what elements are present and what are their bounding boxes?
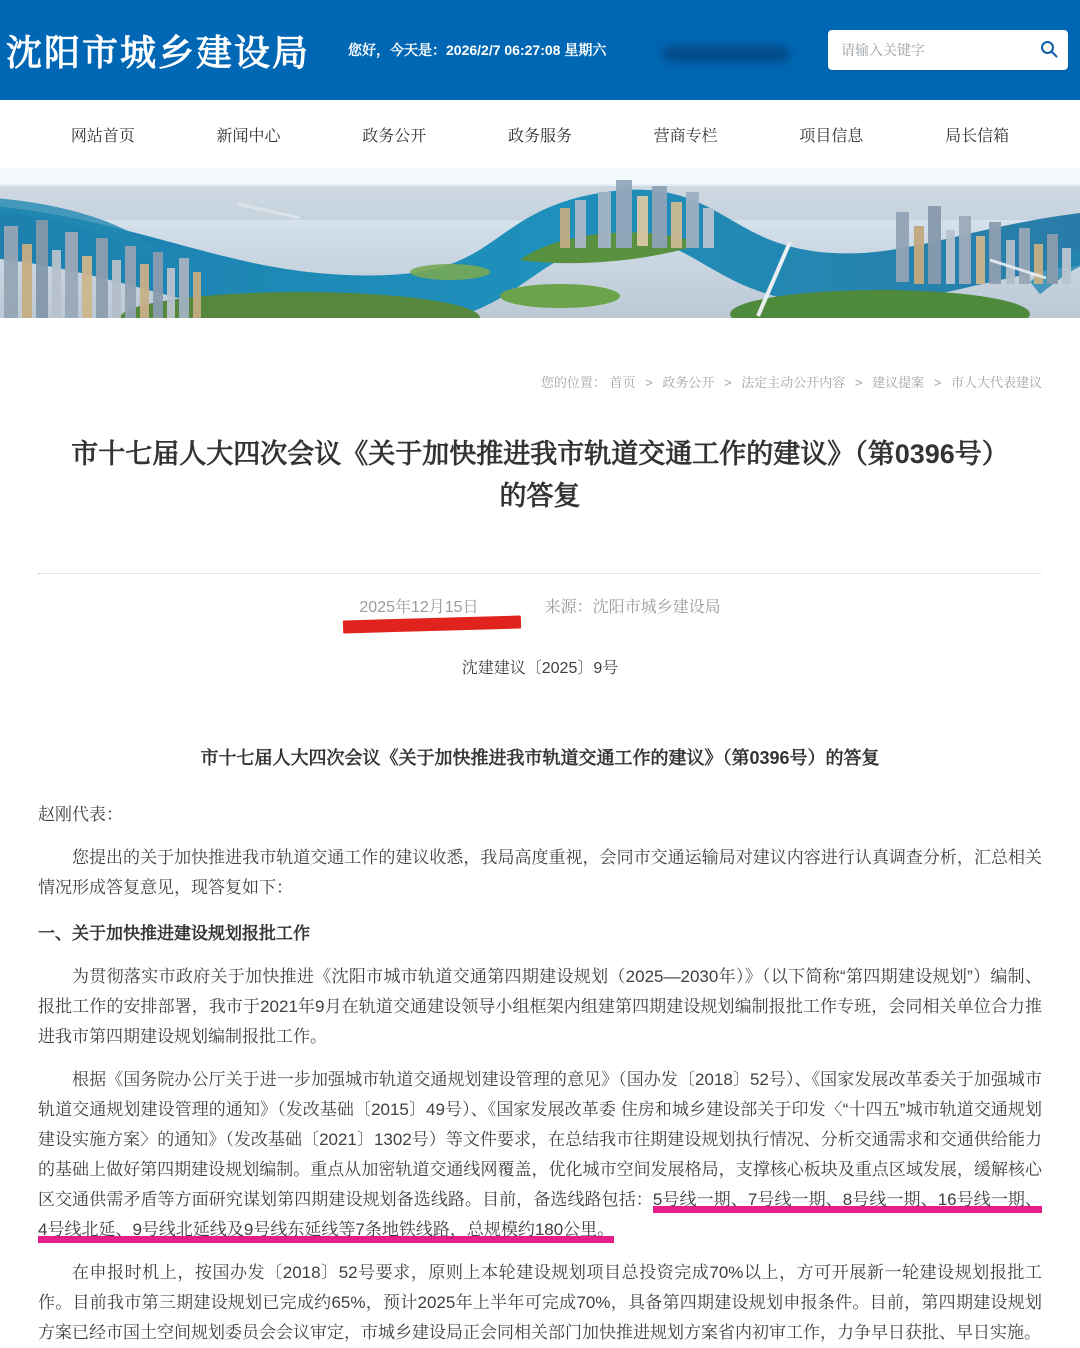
breadcrumb — [38, 372, 1042, 391]
paragraph-regulations-text: 根据《国务院办公厅关于进一步加强城市轨道交通规划建设管理的意见》（国办发〔2018〕52号）、《国家发展改革委关于加强城市轨道交通规划建设管理的通知》（发改基础〔2015〕49号）、《国家发展改革委 住房和城乡建设部关于印发〈“十四五”城市轨道交通规划建设实施方案〉的通知》（发改基础〔2021〕1302号）等文件要求，在总结我市往期建设规划执行情况、分析交通需求和交通供给能力的基础上做好第四期建设规划编制。重点从加密轨道交通线网覆盖，优化城市空间发展格局，支撑核心板块及重点区域发展，缓解核心区交通供需矛盾等方面研究谋划第四期建设规划备选线路。目前，备选线路包括： — [38, 1070, 1042, 1209]
dotted-divider — [38, 573, 1042, 574]
site-header — [0, 0, 1080, 100]
search-button[interactable] — [1030, 30, 1068, 70]
breadcrumb-home[interactable]: 首页 — [609, 375, 636, 390]
nav-item-gov-affairs[interactable]: 政务公开 — [362, 127, 427, 145]
pink-underlined-metro-lines: 5号线一期、7号线一期、8号线一期、16号线一期、4号线北延、9号线北延线及9号线东延线等7条地铁线路，总规模约180公里。 — [38, 1190, 1042, 1243]
breadcrumb-separator: > — [854, 375, 863, 390]
breadcrumb-separator: > — [724, 375, 732, 390]
breadcrumb-proposals[interactable]: 建议提案 — [872, 375, 925, 390]
breadcrumb-prefix: 您的位置： — [540, 375, 606, 390]
nav-item-news[interactable]: 新闻中心 — [216, 127, 281, 145]
paragraph-timing: 在申报时机上，按国办发〔2018〕52号要求，原则上本轮建设规划项目总投资完成70%以上，方可开展新一轮建设规划报批工作。目前我市第三期建设规划已完成约65%，预计2025年上半年可完成70%，具备第四期建设规划申报条件。目前，第四期建设规划方案已经市国土空间规划委员会会议审定，市城乡建设局正会同相关部门加快推进规划方案省内初审工作，力争早日获批、早日实施。 — [38, 1263, 1042, 1342]
banner-image — [0, 168, 1080, 318]
nav-item-mailbox[interactable]: 局长信箱 — [945, 127, 1010, 145]
nav-item-projects[interactable]: 项目信息 — [799, 127, 864, 145]
publish-date: 2025年12月15日 — [359, 594, 478, 617]
section1-heading: 一、关于加快推进建设规划报批工作 — [38, 924, 310, 943]
main-nav — [0, 100, 1080, 168]
paragraph-intro: 您提出的关于加快推进我市轨道交通工作的建议收悉，我局高度重视，会同市交通运输局对建议内容进行认真调查分析，汇总相关情况形成答复意见，现答复如下： — [38, 848, 1042, 897]
site-logo-title[interactable]: 沈阳市城乡建设局 — [6, 31, 311, 73]
breadcrumb-separator: > — [933, 375, 942, 390]
breadcrumb-gov-affairs[interactable]: 政务公开 — [662, 375, 715, 390]
article-body — [38, 800, 1042, 1348]
page-title: 市十七届人大四次会议《关于加快推进我市轨道交通工作的建议》（第0396号）的答复 — [71, 439, 1009, 511]
article-subtitle: 市十七届人大四次会议《关于加快推进我市轨道交通工作的建议》（第0396号）的答复 — [200, 748, 880, 768]
red-underline-annotation — [343, 616, 521, 634]
breadcrumb-npc-suggestions[interactable]: 市人大代表建议 — [950, 375, 1042, 390]
search-icon — [1039, 39, 1059, 62]
city-aerial-illustration — [0, 168, 1080, 318]
nav-item-gov-services[interactable]: 政务服务 — [507, 127, 572, 145]
nav-item-home[interactable]: 网站首页 — [70, 127, 135, 145]
breadcrumb-separator: > — [645, 375, 653, 390]
article-source: 来源：沈阳市城乡建设局 — [544, 599, 721, 616]
blurred-text-area — [662, 46, 790, 62]
article-meta — [38, 594, 1042, 617]
paragraph-plan: 为贯彻落实市政府关于加快推进《沈阳市城市轨道交通第四期建设规划（2025—2030年）》（以下简称“第四期建设规划”）编制、报批工作的安排部署，我市于2021年9月在轨道交通建设领导小组框架内组建第四期建设规划编制报批工作专班，会同相关单位合力推进我市第四期建设规划编制报批工作。 — [38, 967, 1042, 1046]
salutation: 赵刚代表： — [38, 805, 123, 824]
article-page — [0, 372, 1080, 1348]
search-box — [828, 30, 1068, 70]
date-greeting: 您好，今天是：2026/2/7 06:27:08 星期六 — [348, 42, 607, 58]
document-number: 沈建建议〔2025〕9号 — [461, 660, 619, 677]
breadcrumb-statutory-disclosure[interactable]: 法定主动公开内容 — [741, 375, 846, 390]
paragraph-regulations — [38, 1065, 1042, 1245]
search-input[interactable] — [828, 42, 1030, 58]
nav-item-business[interactable]: 营商专栏 — [653, 127, 718, 145]
